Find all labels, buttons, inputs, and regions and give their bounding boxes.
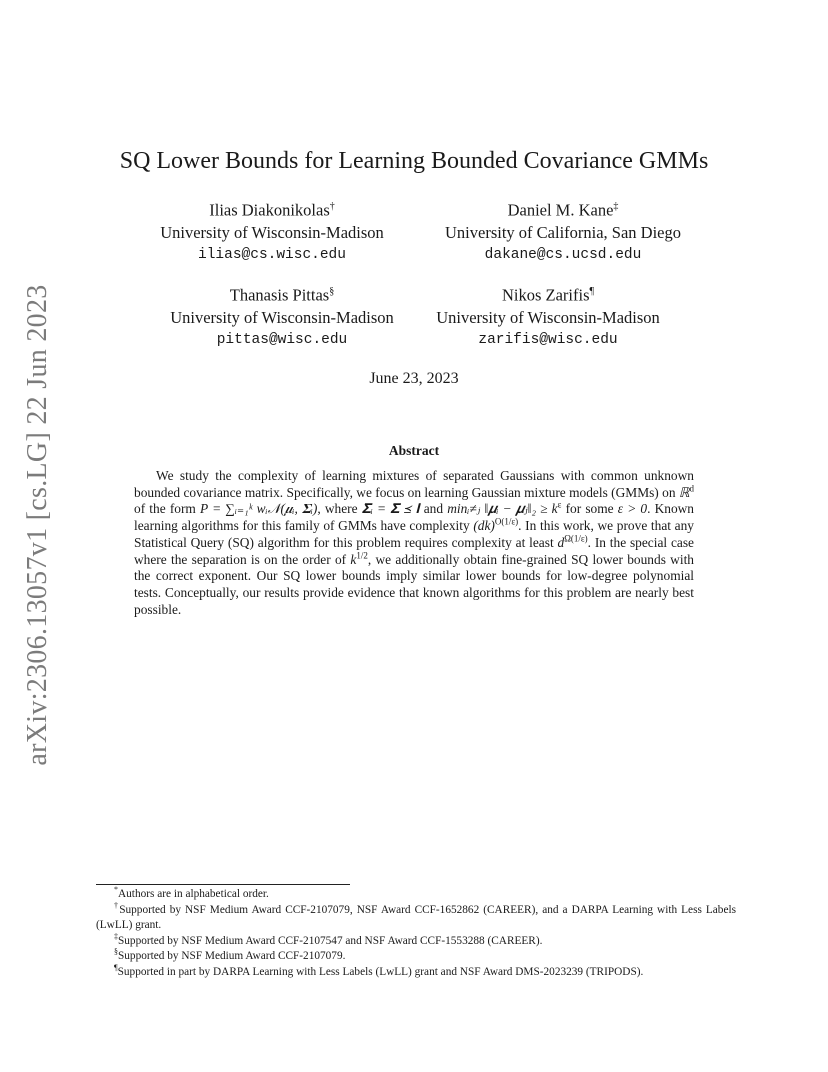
author-block xyxy=(403,281,693,351)
author-name: Ilias Diakonikolas† xyxy=(209,200,335,220)
author-email[interactable]: pittas@wisc.edu xyxy=(216,331,348,348)
author-affiliation: University of Wisconsin-Madison xyxy=(170,307,394,327)
footnote: ‡Supported by NSF Medium Award CCF-2107547 and NSF Award CCF-1553288 (CAREER). xyxy=(114,932,543,947)
author-affiliation: University of Wisconsin-Madison xyxy=(436,307,660,327)
footnote: §Supported by NSF Medium Award CCF-2107079. xyxy=(114,947,346,963)
author-email[interactable]: zarifis@wisc.edu xyxy=(478,331,618,348)
footnote: ¶Supported in part by DARPA Learning with Less Labels (LwLL) grant and NSF Award DMS-2023239 (TRIPODS). xyxy=(114,963,644,978)
author-block xyxy=(127,196,417,266)
author-name: Thanasis Pittas§ xyxy=(229,285,335,305)
arxiv-sidebar xyxy=(18,284,58,766)
abstract-body: We study the complexity of learning mixtures of separated Gaussians with common unknown bounded covariance matrix. Specifically, we focus on learning Gaussian mixture models (GMMs) on ℝ$^d$ of the form P = ∑ᵢ₌₁ᵏ wᵢ𝒩(𝝁ᵢ, 𝚺ᵢ), where 𝚺ᵢ = 𝚺 ⪯ 𝐈 and minᵢ≠ⱼ ‖𝝁ᵢ − 𝝁ⱼ‖₂ ≥ $k^\varepsilon$ for some ε > 0. Known learning algorithms for this family of GMMs have complexity (dk)$^{O(1/\varepsilon)}$. In this work, we prove that any Statistical Query (SQ) algorithm for this problem requires complexity at least $d^{\Omega(1/\varepsilon)}$. In the special case where the separation is on the order of $k^{1/2}$, we additionally obtain fine-grained SQ lower bounds with the correct exponent. Our SQ lower bounds imply similar lower bounds for low-degree polynomial tests. Conceptually, our results provide evidence that known algorithms for this problem are nearly best possible. xyxy=(134,468,695,617)
footnote: *Authors are in alphabetical order. xyxy=(114,885,269,900)
author-affiliation: University of Wisconsin-Madison xyxy=(160,222,384,242)
author-block xyxy=(137,281,427,351)
author-name: Nikos Zarifis¶ xyxy=(501,285,595,305)
footnote: †Supported by NSF Medium Award CCF-2107079, NSF Award CCF-1652862 (CAREER), and a DARPA Learning with Less Labels (LwLL) grant. xyxy=(96,900,737,932)
abstract-heading: Abstract xyxy=(388,443,440,458)
author-email[interactable]: dakane@cs.ucsd.edu xyxy=(484,246,642,263)
footnote-divider xyxy=(96,884,350,885)
author-name: Daniel M. Kane‡ xyxy=(507,200,619,220)
arxiv-identifier: arXiv:2306.13057v1 [cs.LG] 22 Jun 2023 xyxy=(22,284,53,766)
author-affiliation: University of California, San Diego xyxy=(445,222,681,242)
author-block xyxy=(418,196,708,266)
publication-date: June 23, 2023 xyxy=(369,370,459,387)
paper-title: SQ Lower Bounds for Learning Bounded Covariance GMMs xyxy=(119,148,709,174)
footnotes xyxy=(96,887,736,981)
author-email[interactable]: ilias@cs.wisc.edu xyxy=(198,246,346,263)
